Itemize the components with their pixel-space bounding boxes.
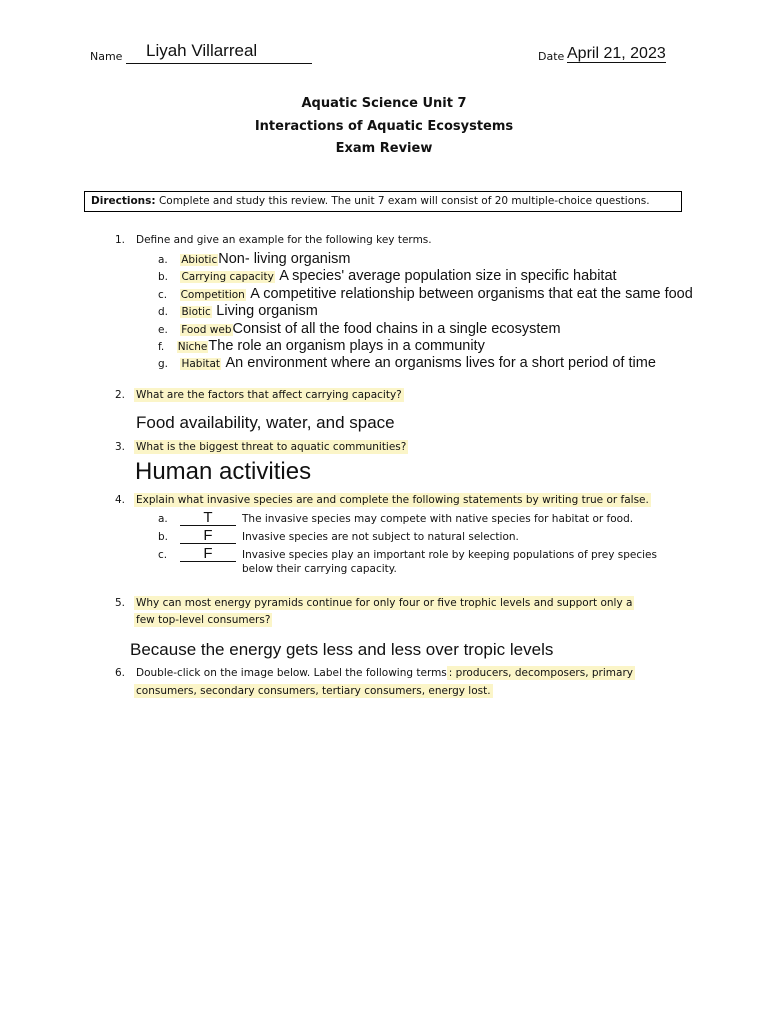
item-letter: a. — [158, 254, 168, 266]
q4-item-b — [158, 527, 519, 545]
name-field[interactable] — [126, 41, 312, 64]
item-letter: d. — [158, 306, 169, 318]
tf-letter: a. — [158, 513, 168, 525]
q6-number: 6. — [115, 667, 126, 679]
q4-prompt: Explain what invasive species are and complete the following statements by writing true or false. — [136, 494, 649, 506]
item-answer[interactable]: Non- living organism — [218, 251, 351, 267]
q5-prompt-line1: Why can most energy pyramids continue for only four or five trophic levels and support only a — [136, 597, 633, 609]
item-answer[interactable]: An environment where an organisms lives for a short period of time — [225, 355, 656, 371]
q3-number: 3. — [115, 441, 126, 453]
item-term: Habitat — [181, 358, 221, 370]
tf-statement: Invasive species are not subject to natural selection. — [242, 531, 519, 543]
q1-item-e — [158, 320, 561, 338]
q5-prompt-line2: few top-level consumers? — [136, 614, 271, 626]
doc-title-line1: Aquatic Science Unit 7 — [301, 96, 467, 111]
date-value[interactable]: April 21, 2023 — [567, 45, 666, 62]
tf-statement-cont: below their carrying capacity. — [242, 563, 397, 575]
tf-letter: c. — [158, 549, 168, 561]
q5-answer[interactable]: Because the energy gets less and less over tropic levels — [130, 640, 554, 659]
doc-title-line2: Interactions of Aquatic Ecosystems — [254, 119, 514, 134]
q3-answer[interactable]: Human activities — [135, 458, 312, 485]
item-letter: e. — [158, 324, 168, 336]
directions-box — [84, 191, 682, 212]
q1-item-d — [158, 302, 318, 320]
q1-number: 1. — [115, 234, 126, 246]
q2-prompt: What are the factors that affect carrying capacity? — [136, 389, 402, 401]
q1-item-c — [158, 285, 693, 303]
item-term: Niche — [177, 341, 208, 353]
item-answer[interactable]: Living organism — [216, 303, 318, 319]
item-term: Competition — [180, 289, 245, 301]
doc-title-line3: Exam Review — [335, 141, 433, 156]
item-answer[interactable]: The role an organism plays in a community — [208, 338, 485, 354]
q5-number: 5. — [115, 597, 126, 609]
item-answer[interactable]: A competitive relationship between organisms that eat the same food — [250, 286, 693, 302]
q2-answer[interactable]: Food availability, water, and space — [136, 413, 395, 432]
q6-prompt-line1 — [136, 667, 635, 679]
item-letter: b. — [158, 271, 169, 283]
q1-item-a — [158, 250, 350, 268]
q6-prompt-terms: : producers, decomposers, primary — [448, 667, 633, 679]
tf-statement: Invasive species play an important role by keeping populations of prey species — [242, 549, 657, 561]
item-letter: g. — [158, 358, 169, 370]
tf-statement: The invasive species may compete with native species for habitat or food. — [242, 513, 634, 525]
q1-prompt: Define and give an example for the following key terms. — [136, 234, 432, 246]
q4-item-a — [158, 509, 633, 527]
tf-letter: b. — [158, 531, 169, 543]
item-term: Food web — [181, 324, 232, 336]
tf-answer[interactable]: F — [180, 529, 236, 544]
directions-label: Directions: — [91, 195, 156, 207]
item-answer[interactable]: A species' average population size in specific habitat — [279, 268, 617, 284]
directions-text: Complete and study this review. The unit 7 exam will consist of 20 multiple-choice questions. — [155, 195, 650, 207]
q4-number: 4. — [115, 494, 126, 506]
q2-number: 2. — [115, 389, 126, 401]
tf-answer[interactable]: T — [180, 511, 236, 526]
name-label: Name — [90, 50, 123, 63]
tf-answer[interactable]: F — [180, 547, 236, 562]
q1-item-g — [158, 354, 656, 372]
item-term: Abiotic — [181, 254, 218, 266]
q3-prompt: What is the biggest threat to aquatic communities? — [136, 441, 407, 453]
item-term: Carrying capacity — [181, 271, 274, 283]
q1-item-f — [158, 337, 485, 355]
name-value: Liyah Villarreal — [146, 41, 258, 60]
pyramid-image-area[interactable] — [115, 710, 675, 1000]
item-term: Biotic — [181, 306, 211, 318]
item-answer[interactable]: Consist of all the food chains in a single ecosystem — [232, 321, 561, 337]
q6-prompt-line2: consumers, secondary consumers, tertiary consumers, energy lost. — [136, 685, 491, 697]
date-label: Date — [538, 50, 565, 63]
item-letter: c. — [158, 289, 168, 301]
item-letter: f. — [158, 341, 165, 353]
q4-item-c — [158, 545, 657, 563]
q6-prompt-plain: Double-click on the image below. Label the following terms — [136, 667, 447, 679]
q1-item-b — [158, 267, 617, 285]
